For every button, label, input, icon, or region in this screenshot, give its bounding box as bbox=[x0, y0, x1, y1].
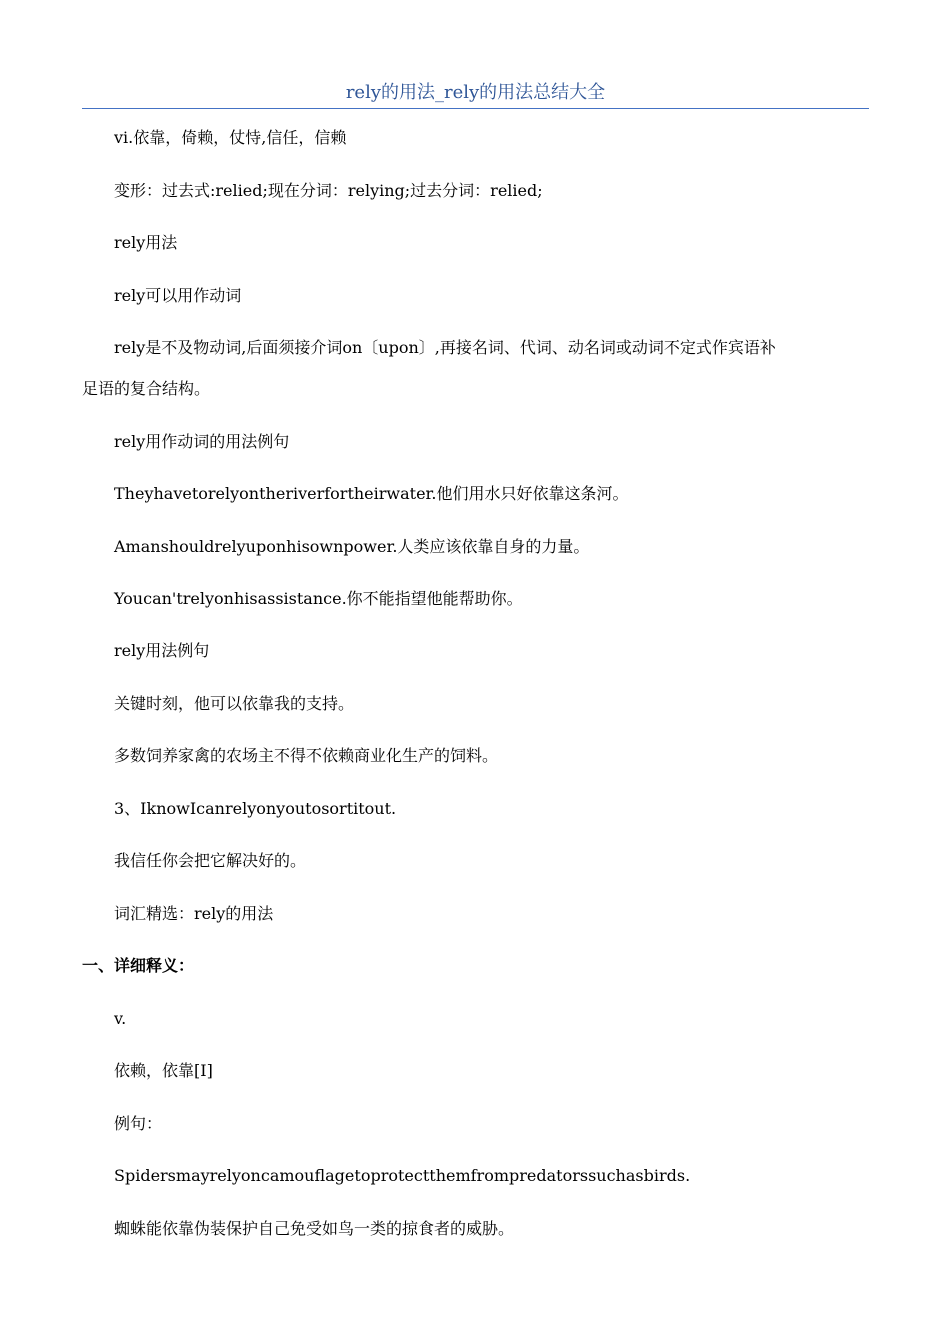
header-title: rely的用法_rely的用法总结大全 bbox=[345, 82, 606, 103]
verb-examples-heading: rely用作动词的用法例句 bbox=[114, 432, 290, 451]
usage-verb-line: rely可以用作动词 bbox=[114, 286, 242, 305]
vocab-selection-line: 词汇精选：rely的用法 bbox=[114, 904, 274, 923]
example-sentence-3: Youcan'trelyonhisassistance.你不能指望他能帮助你。 bbox=[114, 589, 523, 608]
page-header bbox=[82, 78, 869, 109]
example-translation-7: 蜘蛛能依靠伪装保护自己免受如鸟一类的掠食者的威胁。 bbox=[114, 1219, 515, 1238]
example-sentence-2: Amanshouldrelyuponhisownpower.人类应该依靠自身的力量。 bbox=[114, 537, 590, 556]
usage-heading: rely用法 bbox=[114, 233, 178, 252]
inflection-line: 变形：过去式:relied;现在分词：relying;过去分词：relied; bbox=[114, 181, 543, 200]
usage-explanation-line-1: rely是不及物动词,后面须接介词on〔upon〕,再接名词、代词、动名词或动词不定式作宾语补 bbox=[114, 338, 776, 357]
example-label: 例句： bbox=[114, 1114, 163, 1133]
section-heading-detailed-meaning: 一、详细释义： bbox=[82, 956, 195, 975]
examples-heading: rely用法例句 bbox=[114, 641, 210, 660]
part-of-speech: v. bbox=[114, 1009, 127, 1028]
example-sentence-1: Theyhavetorelyontheriverfortheirwater.他们用水只好依靠这条河。 bbox=[114, 484, 629, 503]
meaning-line: 依赖，依靠[I] bbox=[114, 1061, 213, 1080]
example-sentence-7: Spidersmayrelyoncamouflagetoprotectthemfrompredatorssuchasbirds. bbox=[114, 1166, 691, 1185]
example-sentence-4: 关键时刻，他可以依靠我的支持。 bbox=[114, 694, 355, 713]
usage-explanation-line-2: 足语的复合结构。 bbox=[82, 379, 211, 398]
example-translation-6: 我信任你会把它解决好的。 bbox=[114, 851, 307, 870]
example-sentence-5: 多数饲养家禽的农场主不得不依赖商业化生产的饲料。 bbox=[114, 746, 499, 765]
definition-line: vi.依靠，倚赖，仗恃,信任，信赖 bbox=[114, 128, 347, 147]
example-sentence-6: 3、IknowIcanrelyonyoutosortitout. bbox=[114, 799, 397, 818]
